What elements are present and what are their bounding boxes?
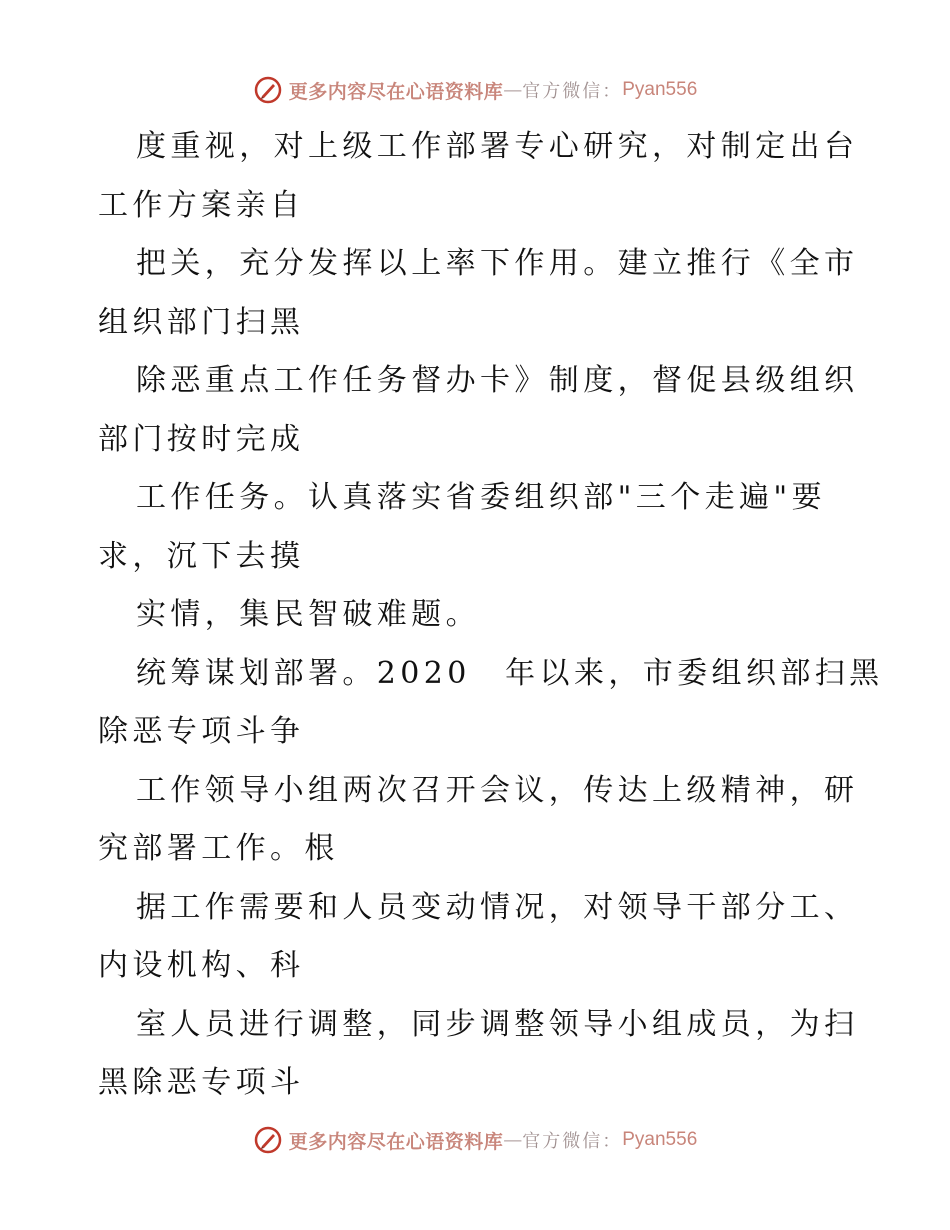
banner-separator: — — [503, 1129, 523, 1151]
document-body — [98, 118, 884, 1113]
text-line: 究部署工作。根 — [98, 831, 339, 866]
pen-circle-icon — [253, 75, 283, 105]
text-line: 除恶重点工作任务督办卡》制度，督促县级组织 — [136, 363, 859, 398]
text-line: 据工作需要和人员变动情况，对领导干部分工、 — [136, 889, 859, 925]
text-line: 工作领导小组两次召开会议，传达上级精神，研 — [136, 772, 859, 808]
text-line: 除恶专项斗争 — [98, 714, 305, 749]
text-line: 部门按时完成 — [98, 421, 305, 457]
banner-main-text: 更多内容尽在心语资料库 — [288, 80, 504, 103]
banner-wechat-id: Pyan556 — [622, 79, 698, 100]
banner-wechat-label: 官方微信： — [522, 1131, 623, 1152]
text-line: 求，沉下去摸 — [98, 538, 305, 574]
text-line: 工作方案亲自 — [98, 187, 305, 223]
header-banner — [0, 70, 950, 110]
banner-wechat-label: 官方微信： — [522, 81, 623, 102]
text-line: 度重视，对上级工作部署专心研究，对制定出台 — [136, 129, 859, 164]
text-line: 内设机构、科 — [98, 948, 305, 983]
text-line: 黑除恶专项斗 — [98, 1065, 305, 1100]
footer-banner — [0, 1120, 950, 1160]
banner-wechat-id: Pyan556 — [622, 1129, 698, 1150]
pen-circle-icon — [253, 1125, 283, 1155]
banner-separator: — — [503, 79, 523, 101]
text-line: 工作任务。认真落实省委组织部"三个走遍"要 — [136, 480, 826, 515]
banner-main-text: 更多内容尽在心语资料库 — [288, 1130, 504, 1153]
text-line: 统筹谋划部署。2020 年以来，市委组织部扫黑 — [136, 655, 884, 691]
text-line: 室人员进行调整，同步调整领导小组成员，为扫 — [136, 1006, 859, 1042]
text-line: 实情，集民智破难题。 — [136, 597, 480, 632]
text-line: 组织部门扫黑 — [98, 304, 305, 340]
text-line: 把关，充分发挥以上率下作用。建立推行《全市 — [136, 246, 859, 281]
